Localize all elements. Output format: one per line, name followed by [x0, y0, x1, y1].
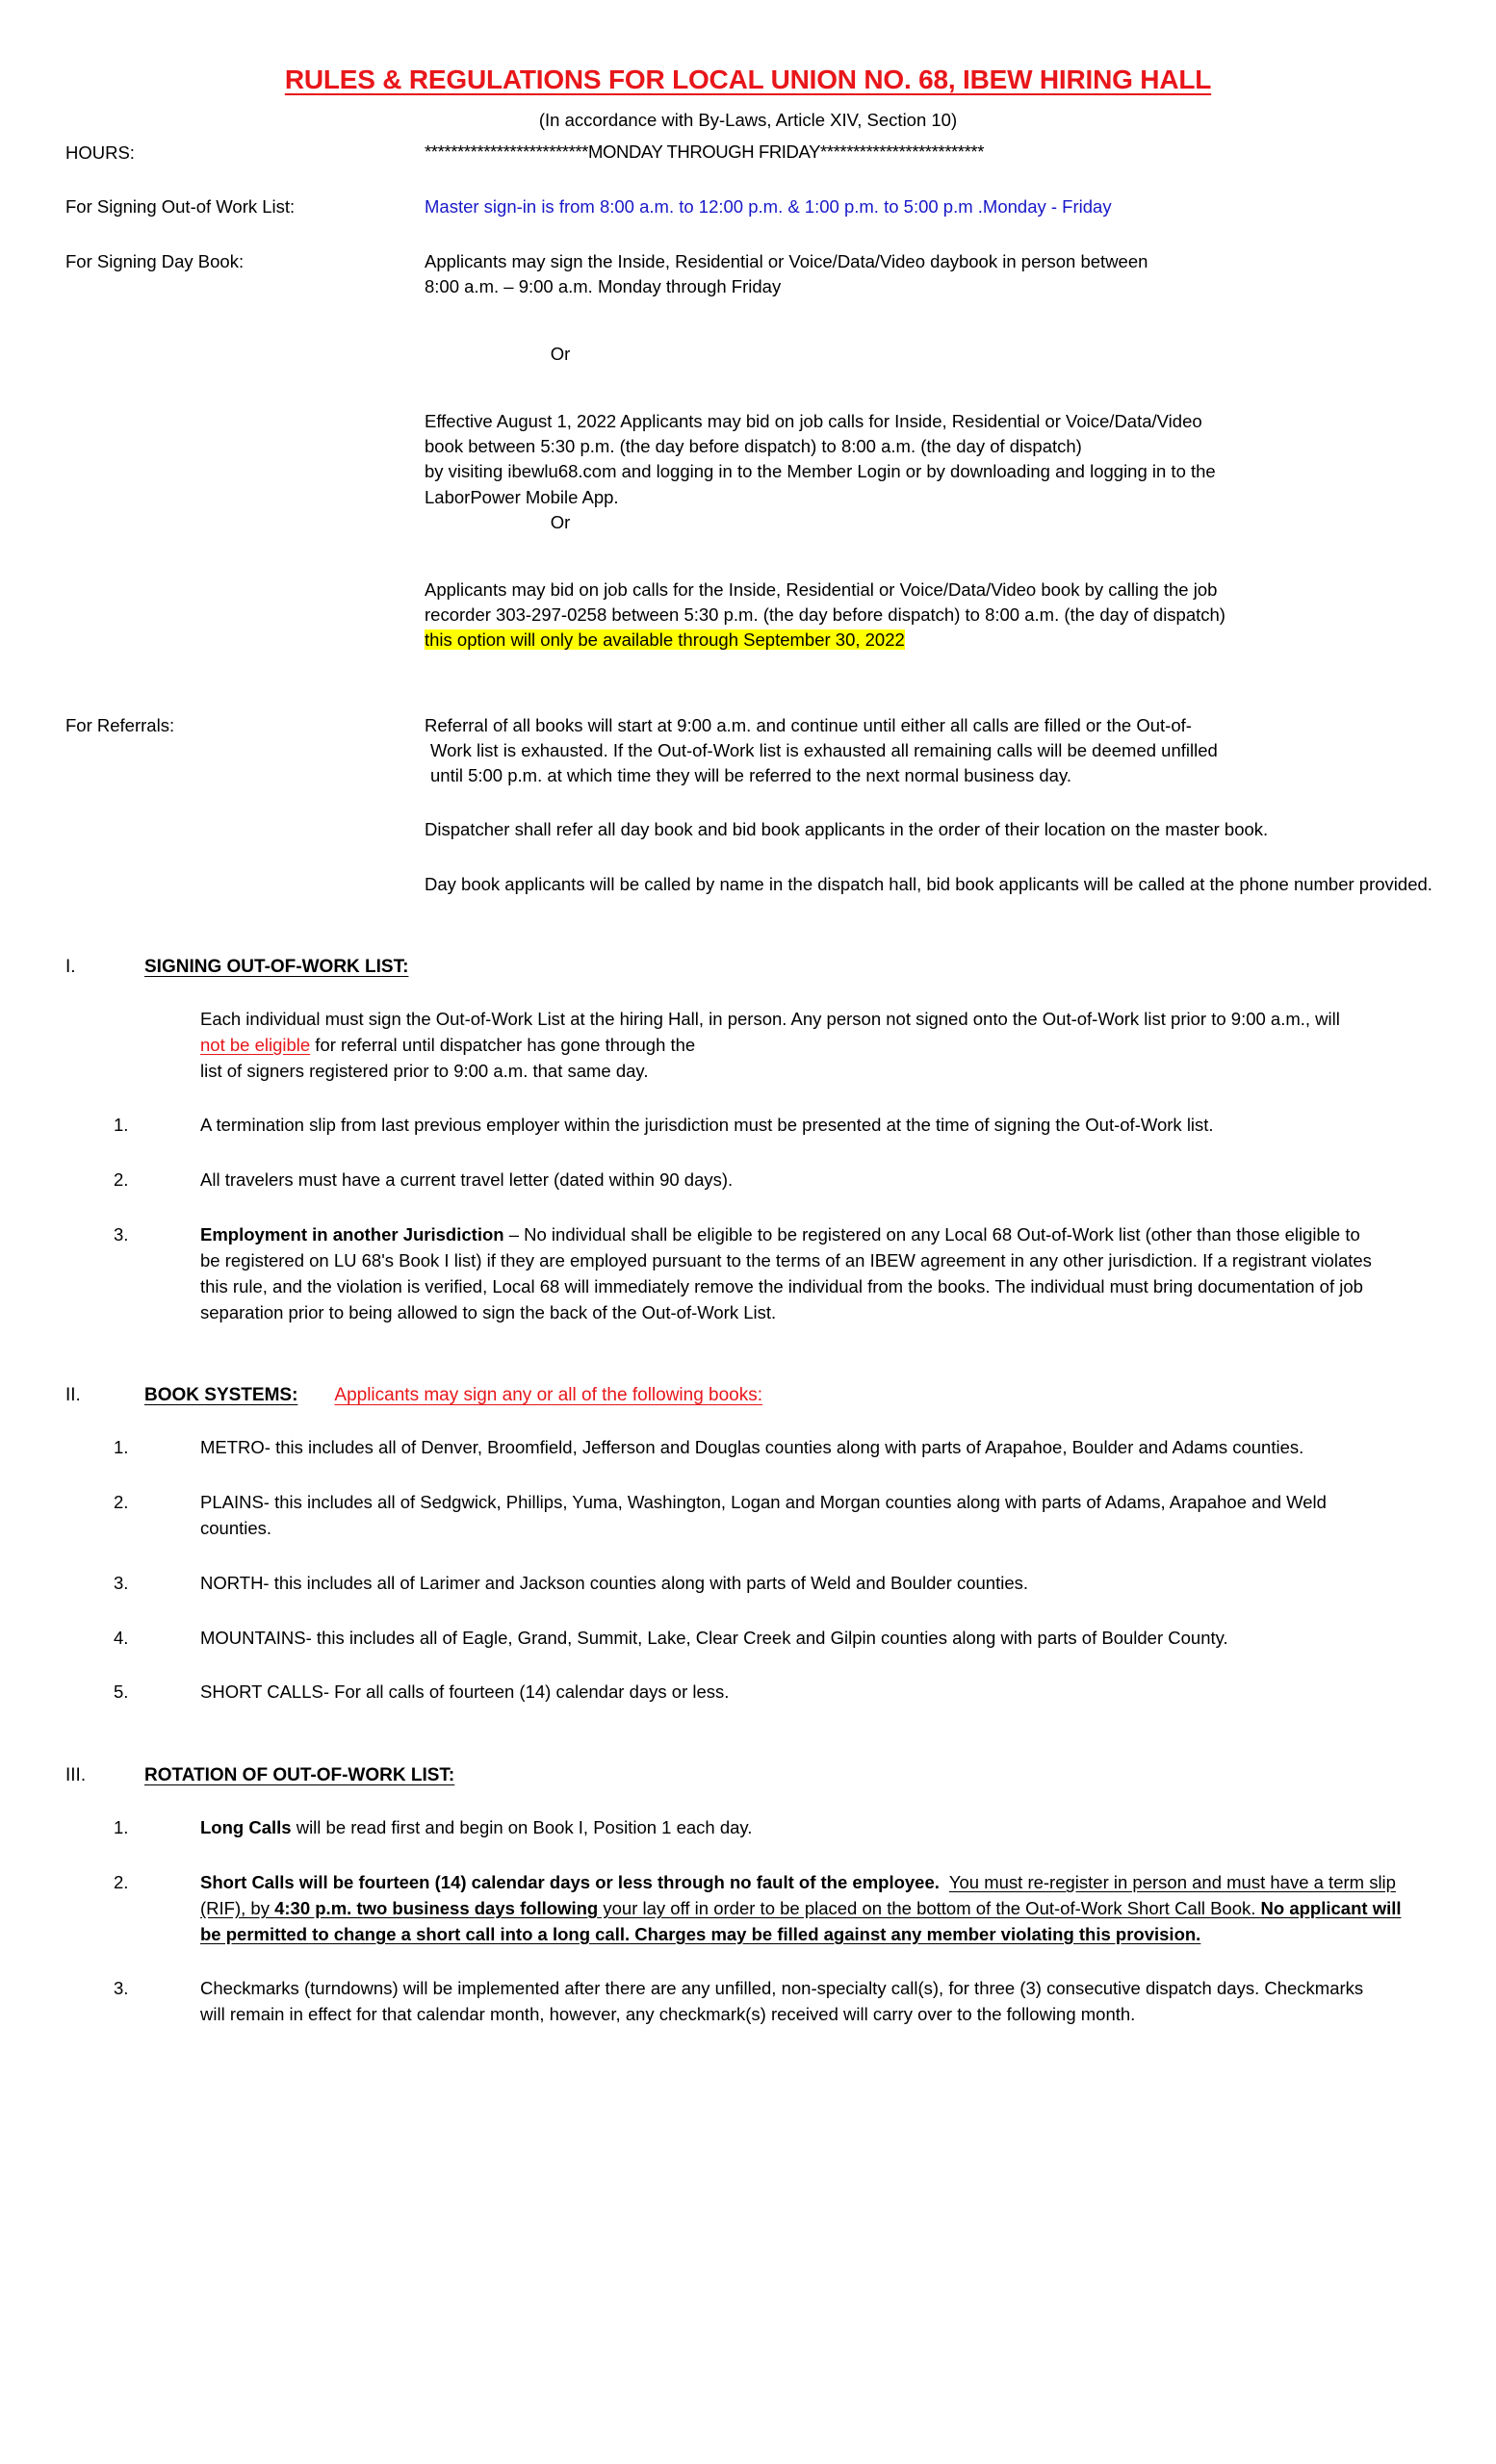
section-3-item-3-text: Checkmarks (turndowns) will be implemented after there are any unfilled, non-specialty call(s), for three (3) consecutive dispatch days. Checkmarks will remain in effect for that calendar month, however, any checkmark(s) received will carry over to the following month. — [200, 1978, 1364, 2025]
signing-day-book-label: For Signing Day Book: — [65, 250, 245, 271]
highlighted-deadline-text: this option will only be available through September 30, 2022 — [425, 629, 905, 651]
section-1-intro-emphasis: not be eligible — [200, 1034, 311, 1055]
section-1-title: SIGNING OUT-OF-WORK LIST: — [144, 957, 409, 978]
list-item — [0, 1490, 1496, 1542]
section-1-intro-part-2: for referral until dispatcher has gone through the — [310, 1034, 696, 1055]
list-item — [0, 1571, 1496, 1597]
section-1-intro — [0, 1007, 1496, 1084]
section-3-item-2-segment-1: Short Calls will be fourteen (14) calendar days or less through no fault of the employee. — [200, 1872, 940, 1893]
bid-online-line-2: book between 5:30 p.m. (the day before dispatch) to 8:00 a.m. (the day of dispatch) — [425, 436, 1082, 457]
bid-online-row — [0, 409, 1496, 510]
bid-online-body — [425, 409, 1496, 510]
section-3-item-1-text: will be read first and begin on Book I, Position 1 each day. — [291, 1817, 753, 1838]
section-1-heading — [0, 957, 1496, 978]
bid-phone-body — [425, 578, 1496, 654]
referrals-line-2: Work list is exhausted. If the Out-of-Work list is exhausted all remaining calls will be deemed unfilled — [430, 739, 1218, 760]
section-2-title: BOOK SYSTEMS: — [144, 1385, 298, 1406]
dispatcher-order-row — [0, 817, 1496, 842]
daybook-call-text: Day book applicants will be called by name in the dispatch hall, bid book applicants will be called at the phone number provided. — [425, 873, 1432, 894]
section-3-item-2-number: 2. — [114, 1872, 129, 1893]
section-1-item-3-body — [200, 1222, 1496, 1325]
signing-day-book-row — [0, 249, 1496, 300]
page-title: RULES & REGULATIONS FOR LOCAL UNION NO. 68, IBEW HIRING HALL — [284, 64, 1212, 94]
referrals-row — [0, 713, 1496, 789]
referrals-line-3: until 5:00 p.m. at which time they will be referred to the next normal business day. — [430, 765, 1071, 786]
list-item — [0, 1626, 1496, 1652]
signing-out-of-work-row — [0, 194, 1496, 219]
list-item — [0, 1113, 1496, 1139]
section-2-item-1-number: 1. — [114, 1437, 129, 1458]
section-1-item-1-text: A termination slip from last previous employer within the jurisdiction must be presented at the time of signing the Out-of-Work list. — [200, 1115, 1214, 1136]
daybook-line-2: 8:00 a.m. – 9:00 a.m. Monday through Friday — [425, 275, 782, 296]
section-1-item-1-number: 1. — [114, 1115, 129, 1136]
section-3-item-2-segment-2: You must re-register in person and must have a term slip (RIF), by — [200, 1872, 1396, 1918]
section-1-numeral: I. — [65, 957, 76, 978]
section-3-item-3-number: 3. — [114, 1978, 129, 1999]
or-separator-1: Or — [550, 344, 571, 365]
signing-day-book-body — [425, 249, 1496, 300]
section-1-intro-line-3: list of signers registered prior to 9:00 a.m. that same day. — [200, 1060, 649, 1081]
section-3-item-1-bold-lead: Long Calls — [200, 1817, 292, 1838]
list-item — [0, 1870, 1496, 1947]
section-3-item-2-segment-4: your lay off in order to be placed on the bottom of the Out-of-Work Short Call Book. — [598, 1897, 1261, 1918]
section-1-item-3-bold-lead: Employment in another Jurisdiction — [200, 1224, 504, 1245]
section-3-item-2-segment-3: 4:30 p.m. two business days following — [274, 1897, 599, 1918]
section-2-heading — [0, 1385, 1496, 1406]
daybook-call-row — [0, 872, 1496, 897]
section-2-item-1-text: METRO- this includes all of Denver, Broomfield, Jefferson and Douglas counties along with parts of Arapahoe, Boulder and Adams counties. — [200, 1437, 1304, 1458]
bid-online-line-3: by visiting ibewlu68.com and logging in to the Member Login or by downloading and logging in to the — [425, 461, 1216, 482]
section-1-item-2-number: 2. — [114, 1169, 129, 1191]
referrals-body — [425, 713, 1496, 789]
section-3-heading — [0, 1765, 1496, 1786]
document-subtitle: (In accordance with By-Laws, Article XIV, Section 10) — [538, 109, 958, 130]
daybook-line-1: Applicants may sign the Inside, Residential or Voice/Data/Video daybook in person between — [425, 250, 1148, 271]
list-item — [0, 1435, 1496, 1461]
section-2-item-4-number: 4. — [114, 1627, 129, 1648]
signing-out-of-work-label: For Signing Out-of Work List: — [65, 196, 296, 218]
list-item — [0, 1815, 1496, 1841]
bid-phone-line-1: Applicants may bid on job calls for the Inside, Residential or Voice/Data/Video book by calling the job — [425, 578, 1218, 600]
hours-label: HOURS: — [65, 141, 135, 163]
bid-online-line-4: LaborPower Mobile App. — [425, 486, 619, 507]
section-3-item-1-number: 1. — [114, 1817, 129, 1838]
or-separator-2: Or — [550, 512, 571, 532]
referrals-label: For Referrals: — [65, 714, 175, 735]
section-1-item-3-text: – No individual shall be eligible to be registered on any Local 68 Out-of-Work list (other than those eligible to be registered on LU 68's Book I list) if they are employed pursuant to the terms of an IBEW agreement in any other jurisdiction. If a registrant violates this rule, and the violation is verified, Local 68 will immediately remove the individual from the books. The individual must bring documentation of job separation prior to being allowed to sign the back of the Out-of-Work List. — [200, 1224, 1372, 1322]
section-2-item-3-text: NORTH- this includes all of Larimer and Jackson counties along with parts of Weld and Boulder counties. — [200, 1572, 1028, 1593]
list-item — [0, 1222, 1496, 1325]
list-item — [0, 1168, 1496, 1194]
section-1-item-2-text: All travelers must have a current travel letter (dated within 90 days). — [200, 1169, 734, 1191]
section-3-item-2-segment-5: No applicant will be permitted to change a short call into a long call. Charges may be filled against any member violating this provision. — [200, 1897, 1402, 1944]
section-2-item-5-text: SHORT CALLS- For all calls of fourteen (14) calendar days or less. — [200, 1681, 730, 1703]
section-2-item-5-number: 5. — [114, 1681, 129, 1703]
section-2-item-2-number: 2. — [114, 1492, 129, 1513]
dispatcher-order-text: Dispatcher shall refer all day book and bid book applicants in the order of their location on the master book. — [425, 819, 1269, 840]
section-2-numeral: II. — [65, 1385, 81, 1406]
section-1-intro-part-1: Each individual must sign the Out-of-Work List at the hiring Hall, in person. Any person not signed onto the Out-of-Work list prior to 9:00 a.m., will — [200, 1009, 1340, 1030]
bid-phone-row — [0, 578, 1496, 654]
section-3-numeral: III. — [65, 1765, 87, 1786]
hours-row — [0, 131, 1496, 166]
signing-out-of-work-text: Master sign-in is from 8:00 a.m. to 12:00 p.m. & 1:00 p.m. to 5:00 p.m .Monday - Friday — [425, 196, 1112, 218]
section-3-title: ROTATION OF OUT-OF-WORK LIST: — [144, 1765, 455, 1786]
list-item — [0, 1976, 1496, 2028]
section-2-note: Applicants may sign any or all of the following books: — [334, 1385, 763, 1406]
section-2-item-3-number: 3. — [114, 1572, 129, 1593]
section-3-item-1-body — [200, 1815, 1496, 1841]
bid-phone-line-2: recorder 303-297-0258 between 5:30 p.m. (the day before dispatch) to 8:00 a.m. (the day of dispatch) — [425, 604, 1225, 626]
hours-banner: *************************MONDAY THROUGH FRIDAY************************* — [425, 141, 984, 162]
section-2-item-2-text: PLAINS- this includes all of Sedgwick, Phillips, Yuma, Washington, Logan and Morgan counties along with parts of Adams, Arapahoe and Weld counties. — [200, 1492, 1327, 1538]
bid-phone-deadline-note — [425, 628, 1438, 653]
section-1-item-3-number: 3. — [114, 1224, 129, 1245]
section-2-item-4-text: MOUNTAINS- this includes all of Eagle, Grand, Summit, Lake, Clear Creek and Gilpin counties along with parts of Boulder County. — [200, 1627, 1228, 1648]
referrals-line-1: Referral of all books will start at 9:00 a.m. and continue until either all calls are filled or the Out-of- — [425, 714, 1192, 735]
bid-online-line-1: Effective August 1, 2022 Applicants may bid on job calls for Inside, Residential or Voice/Data/Video — [425, 410, 1202, 431]
list-item — [0, 1680, 1496, 1706]
section-3-item-2-body — [200, 1870, 1496, 1947]
